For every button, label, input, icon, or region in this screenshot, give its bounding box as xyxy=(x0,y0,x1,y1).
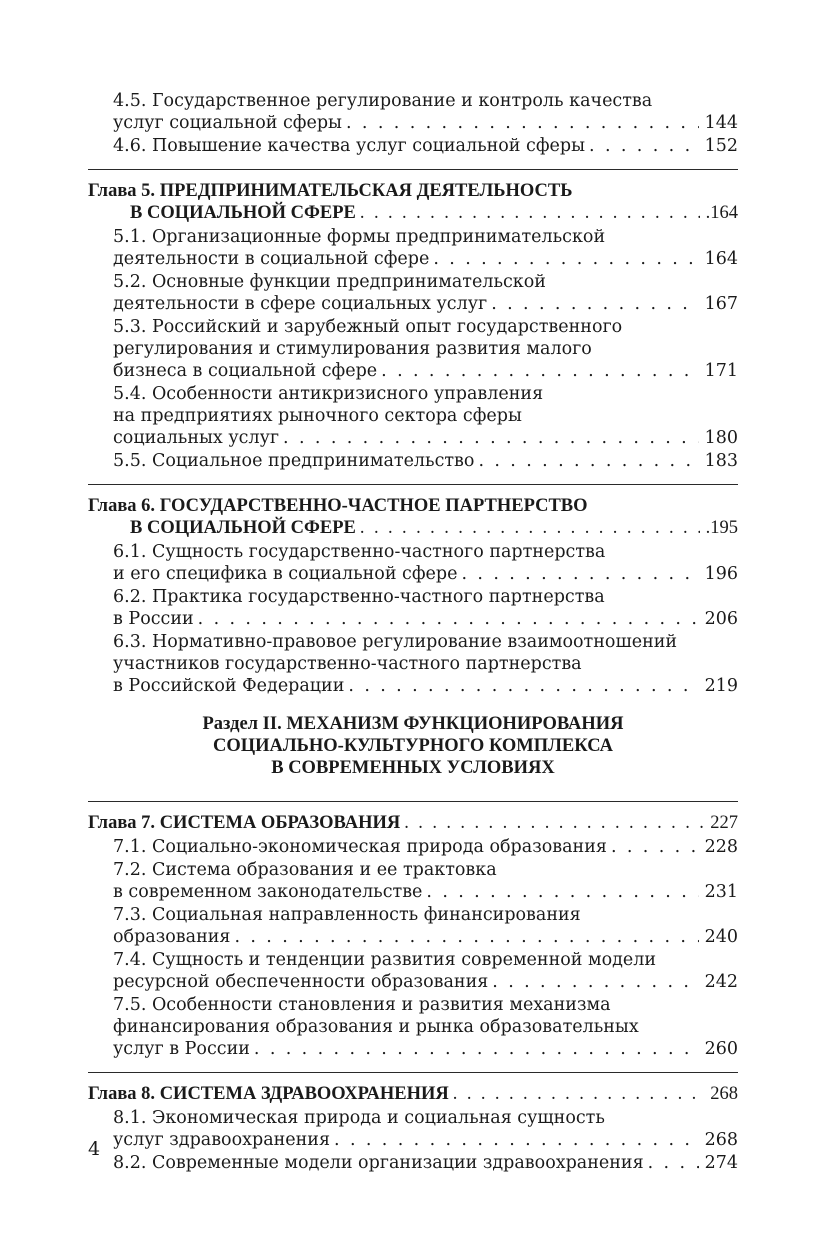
toc-entry-line: 4.6. Повышение качества услуг социальной сферы xyxy=(113,136,586,156)
chapter-subsections xyxy=(88,836,738,1060)
toc-page-number: 196 xyxy=(704,564,738,584)
toc-entry-last-line xyxy=(113,563,738,585)
toc-entry xyxy=(88,450,738,472)
table-of-contents xyxy=(88,90,738,1175)
chapter-title: В СОЦИАЛЬНОЙ СФЕРЕ xyxy=(130,203,356,223)
section-heading-line: СОЦИАЛЬНО-КУЛЬТУРНОГО КОМПЛЕКСА xyxy=(212,736,614,756)
toc-page-number: 206 xyxy=(704,609,738,629)
toc-entry-line: 5.5. Социальное предпринимательство xyxy=(113,451,475,471)
toc-entry-line: финансирования образования и рынка образовательных xyxy=(113,1017,639,1037)
toc-entry xyxy=(88,383,738,449)
toc-entry-line: 6.2. Практика государственно-частного партнерства xyxy=(113,587,605,607)
chapter-title: ГОСУДАРСТВЕННО-ЧАСТНОЕ ПАРТНЕРСТВО xyxy=(159,496,588,516)
toc-page-number: 228 xyxy=(704,837,738,857)
toc-entry-line: 7.5. Особенности становления и развития механизма xyxy=(113,995,611,1015)
toc-entry-last-line xyxy=(113,360,738,382)
toc-entry-last-line xyxy=(113,450,738,472)
toc-entry-last-line xyxy=(113,926,738,948)
toc-entry xyxy=(88,586,738,630)
toc-entry-last-line xyxy=(113,1152,738,1174)
chapter-page-number: 268 xyxy=(710,1084,738,1104)
dot-leader xyxy=(589,135,699,157)
chapter-label: Глава 5. xyxy=(88,181,156,201)
toc-entry-last-line xyxy=(113,293,738,315)
toc-entry-line: ресурсной обеспеченности образования xyxy=(113,972,489,992)
chapter-heading xyxy=(88,180,738,224)
toc-entry-line: 6.1. Сущность государственно-частного партнерства xyxy=(113,542,606,562)
chapter-block xyxy=(88,484,738,697)
toc-page-number: 167 xyxy=(704,294,738,314)
toc-entry-line: в Российской Федерации xyxy=(113,676,345,696)
dot-leader xyxy=(492,971,698,993)
chapter-label: Глава 8. xyxy=(88,1084,156,1104)
chapter-block xyxy=(88,169,738,472)
toc-entry-line: участников государственно-частного партнерства xyxy=(113,654,582,674)
toc-entry-last-line xyxy=(113,135,738,157)
chapter-heading-line xyxy=(88,517,738,539)
toc-entry-line: 7.1. Социально-экономическая природа образования xyxy=(113,837,607,857)
dot-leader xyxy=(334,1129,699,1151)
toc-entry-last-line xyxy=(113,1038,738,1060)
chapter-heading-line xyxy=(88,202,738,224)
chapter-title: СИСТЕМА ЗДРАВООХРАНЕНИЯ xyxy=(159,1084,449,1104)
toc-page-number: 180 xyxy=(704,428,738,448)
toc-entry-line: бизнеса в социальной сфере xyxy=(113,361,378,381)
section-heading-line: Раздел II. МЕХАНИЗМ ФУНКЦИОНИРОВАНИЯ xyxy=(202,714,624,734)
chapter-heading-line xyxy=(88,495,738,517)
toc-entry-line: социальных услуг xyxy=(113,428,280,448)
toc-entry xyxy=(88,859,738,903)
toc-entry-last-line xyxy=(113,112,738,134)
toc-entry-last-line xyxy=(113,971,738,993)
dot-leader xyxy=(491,293,698,315)
toc-entry-line: регулирования и стимулирования развития малого xyxy=(113,339,592,359)
toc-page-number: 260 xyxy=(704,1039,738,1059)
toc-entry-line: 8.2. Современные модели организации здравоохранения xyxy=(113,1153,644,1173)
toc-entry-line: 7.4. Сущность и тенденции развития современной модели xyxy=(113,950,657,970)
chapter-heading xyxy=(88,495,738,539)
toc-entry-line: на предприятиях рыночного сектора сферы xyxy=(113,406,522,426)
toc-entry xyxy=(88,904,738,948)
toc-entry-line: услуг социальной сферы xyxy=(113,113,342,133)
toc-entry xyxy=(88,949,738,993)
toc-entry-last-line xyxy=(113,836,738,858)
toc-entry-line: образования xyxy=(113,927,231,947)
toc-entry-line: в России xyxy=(113,609,194,629)
toc-entry xyxy=(88,90,738,134)
toc-entry xyxy=(88,226,738,270)
toc-page-number: 219 xyxy=(704,676,738,696)
toc-entry-line: 7.3. Социальная направленность финансирования xyxy=(113,905,581,925)
toc-entry-line: 8.1. Экономическая природа и социальная сущность xyxy=(113,1108,605,1128)
chapter-label: Глава 6. xyxy=(88,496,156,516)
chapter-block xyxy=(88,801,738,1060)
section-heading xyxy=(88,713,738,779)
toc-entry-line: деятельности в социальной сфере xyxy=(113,249,430,269)
dot-leader xyxy=(611,836,699,858)
toc-page-number: 242 xyxy=(704,972,738,992)
dot-leader xyxy=(433,248,698,270)
toc-page-number: 171 xyxy=(704,361,738,381)
dot-leader xyxy=(453,1083,704,1105)
chapter-heading-line xyxy=(88,1083,738,1105)
toc-entry xyxy=(88,1152,738,1174)
chapter-heading xyxy=(88,812,738,834)
toc-entry-line: деятельности в сфере социальных услуг xyxy=(113,294,488,314)
chapter-heading-line xyxy=(88,180,738,202)
toc-entry-line: 5.1. Организационные формы предпринимательской xyxy=(113,227,606,247)
dot-leader xyxy=(478,450,698,472)
toc-entry xyxy=(88,631,738,697)
dot-leader xyxy=(283,427,699,449)
chapter-title: В СОЦИАЛЬНОЙ СФЕРЕ xyxy=(130,518,356,538)
dot-leader xyxy=(254,1038,699,1060)
chapter-title: СИСТЕМА ОБРАЗОВАНИЯ xyxy=(159,813,401,833)
toc-entry-line: и его специфика в социальной сфере xyxy=(113,564,458,584)
chapter-heading-line xyxy=(88,812,738,834)
chapter-subsections xyxy=(88,541,738,697)
toc-page-number: 152 xyxy=(704,136,738,156)
toc-page-number: 240 xyxy=(704,927,738,947)
chapter-heading xyxy=(88,1083,738,1105)
toc-entry-line: в современном законодательстве xyxy=(113,882,423,902)
toc-entry xyxy=(88,1107,738,1151)
toc-entry-line: 4.5. Государственное регулирование и контроль качества xyxy=(113,91,653,111)
toc-page-number: 164 xyxy=(704,249,738,269)
toc-page-number: 183 xyxy=(704,451,738,471)
chapter-label: Глава 7. xyxy=(88,813,156,833)
chapter-page-number: .195 xyxy=(705,518,738,538)
toc-entry xyxy=(88,135,738,157)
chapter-page-number: 227 xyxy=(710,813,738,833)
dot-leader xyxy=(648,1152,699,1174)
dot-leader xyxy=(360,517,700,539)
toc-entry-line: 6.3. Нормативно-правовое регулирование взаимоотношений xyxy=(113,632,678,652)
toc-page-number: 268 xyxy=(704,1130,738,1150)
dot-leader xyxy=(404,812,704,834)
chapter-subsections xyxy=(88,226,738,472)
toc-page-number: 231 xyxy=(704,882,738,902)
dot-leader xyxy=(461,563,698,585)
chapter-title: ПРЕДПРИНИМАТЕЛЬСКАЯ ДЕЯТЕЛЬНОСТЬ xyxy=(159,181,573,201)
toc-entry-last-line xyxy=(113,248,738,270)
toc-page-number: 274 xyxy=(704,1153,738,1173)
toc-entry-line: 5.4. Особенности антикризисного управления xyxy=(113,384,544,404)
dot-leader xyxy=(360,202,700,224)
toc-entry-last-line xyxy=(113,1129,738,1151)
dot-leader xyxy=(198,608,699,630)
toc-entry-last-line xyxy=(113,427,738,449)
chapter-subsections xyxy=(88,1107,738,1174)
toc-entry xyxy=(88,316,738,382)
dot-leader xyxy=(346,112,699,134)
toc-entry xyxy=(88,994,738,1060)
chapter-page-number: .164 xyxy=(705,203,738,223)
toc-entry-line: услуг в России xyxy=(113,1039,250,1059)
dot-leader xyxy=(381,360,698,382)
dot-leader xyxy=(426,881,698,903)
toc-block xyxy=(88,90,738,157)
section-heading-line: В СОВРЕМЕННЫХ УСЛОВИЯХ xyxy=(271,758,555,778)
chapter-block xyxy=(88,1072,738,1174)
toc-entry-line: 5.3. Российский и зарубежный опыт государственного xyxy=(113,317,623,337)
toc-entry xyxy=(88,271,738,315)
toc-entry-line: 7.2. Система образования и ее трактовка xyxy=(113,860,497,880)
toc-entry-last-line xyxy=(113,675,738,697)
toc-entry-last-line xyxy=(113,608,738,630)
dot-leader xyxy=(348,675,698,697)
toc-entry xyxy=(88,541,738,585)
dot-leader xyxy=(234,926,698,948)
toc-entry xyxy=(88,836,738,858)
toc-entry-last-line xyxy=(113,881,738,903)
page-number: 4 xyxy=(88,1138,101,1160)
toc-page-number: 144 xyxy=(704,113,738,133)
toc-entry-line: 5.2. Основные функции предпринимательской xyxy=(113,272,546,292)
toc-entry-line: услуг здравоохранения xyxy=(113,1130,331,1150)
